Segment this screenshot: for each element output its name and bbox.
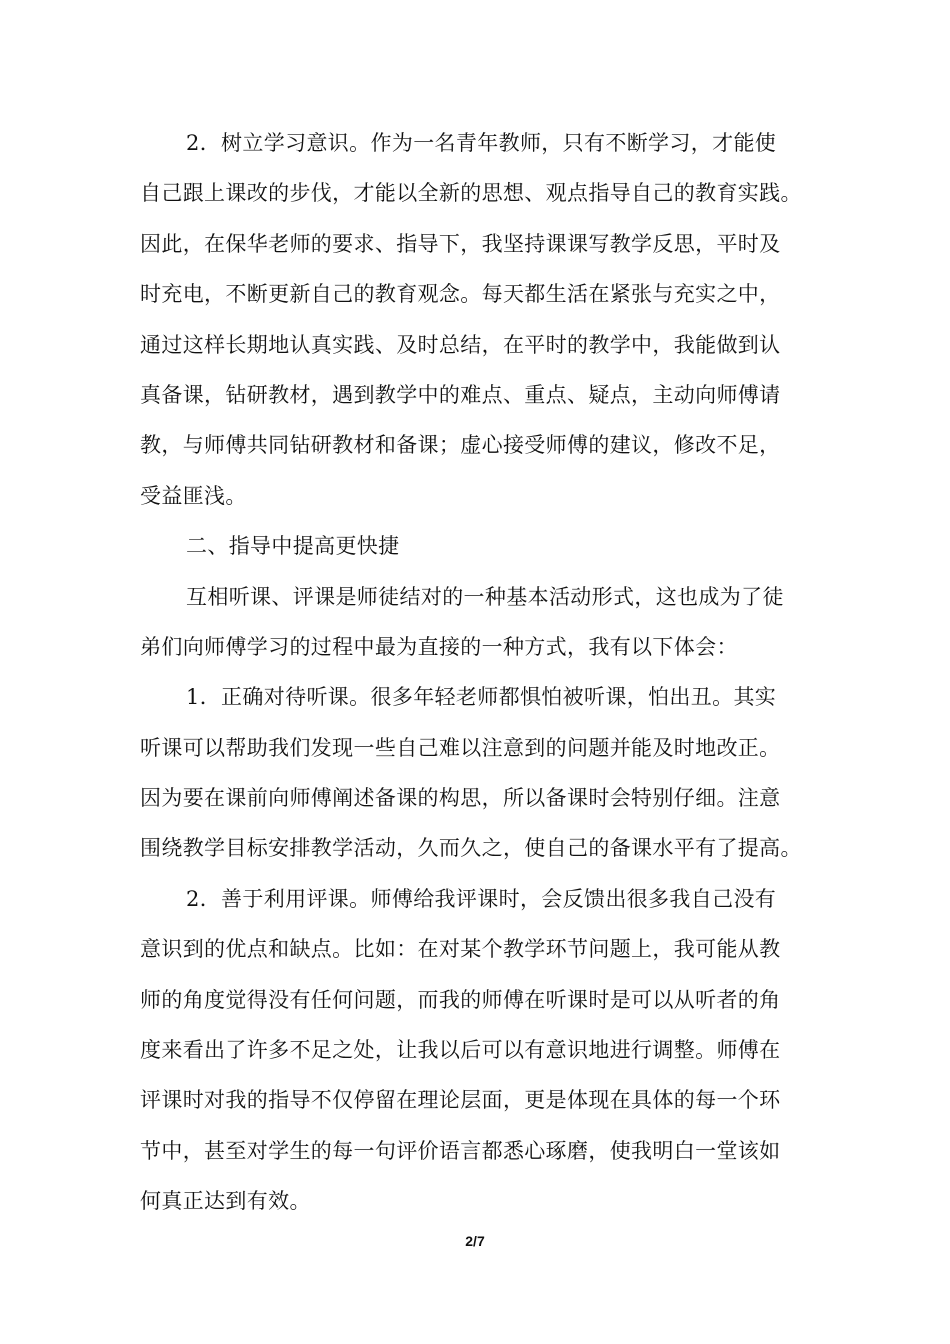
paragraph-line: 评课时对我的指导不仅停留在理论层面，更是体现在具体的每一个环 xyxy=(140,1088,781,1113)
paragraph-line: 围绕教学目标安排教学活动，久而久之，使自己的备课水平有了提高。 xyxy=(140,836,802,861)
paragraph-line: 受益匪浅。 xyxy=(140,483,247,508)
paragraph-line: 度来看出了许多不足之处，让我以后可以有意识地进行调整。师傅在 xyxy=(140,1038,781,1063)
paragraph-line: 弟们向师傅学习的过程中最为直接的一种方式，我有以下体会： xyxy=(140,634,738,659)
page-number: 2/7 xyxy=(465,1233,485,1249)
paragraph-line: 意识到的优点和缺点。比如：在对某个教学环节问题上，我可能从教 xyxy=(140,937,781,962)
paragraph-line: 时充电，不断更新自己的教育观念。每天都生活在紧张与充实之中， xyxy=(140,282,781,307)
paragraph-line: 教，与师傅共同钻研教材和备课；虚心接受师傅的建议，修改不足， xyxy=(140,433,781,458)
paragraph-line: 因此，在保华老师的要求、指导下，我坚持课课写教学反思，平时及 xyxy=(140,231,781,256)
paragraph-line: 因为要在课前向师傅阐述备课的构思，所以备课时会特别仔细。注意 xyxy=(140,786,781,811)
paragraph-line: 何真正达到有效。 xyxy=(140,1189,311,1214)
paragraph-line: 2．善于利用评课。师傅给我评课时，会反馈出很多我自己没有 xyxy=(186,886,777,911)
paragraph-line: 师的角度觉得没有任何问题，而我的师傅在听课时是可以从听者的角 xyxy=(140,987,781,1012)
paragraph-line: 节中，甚至对学生的每一句评价语言都悉心琢磨，使我明白一堂该如 xyxy=(140,1138,781,1163)
paragraph-line: 通过这样长期地认真实践、及时总结，在平时的教学中，我能做到认 xyxy=(140,332,781,357)
paragraph-line: 真备课，钻研教材，遇到教学中的难点、重点、疑点，主动向师傅请 xyxy=(140,382,781,407)
paragraph-line: 2．树立学习意识。作为一名青年教师，只有不断学习，才能使 xyxy=(186,131,777,155)
paragraph-line: 1．正确对待听课。很多年轻老师都惧怕被听课，怕出丑。其实 xyxy=(186,685,777,710)
paragraph-line: 自己跟上课改的步伐，才能以全新的思想、观点指导自己的教育实践。 xyxy=(140,181,802,206)
section-heading: 二、指导中提高更快捷 xyxy=(186,534,400,559)
paragraph-line: 听课可以帮助我们发现一些自己难以注意到的问题并能及时地改正。 xyxy=(140,735,781,760)
body-text xyxy=(140,118,830,1227)
paragraph-line: 互相听课、评课是师徒结对的一种基本活动形式，这也成为了徒 xyxy=(186,584,784,609)
